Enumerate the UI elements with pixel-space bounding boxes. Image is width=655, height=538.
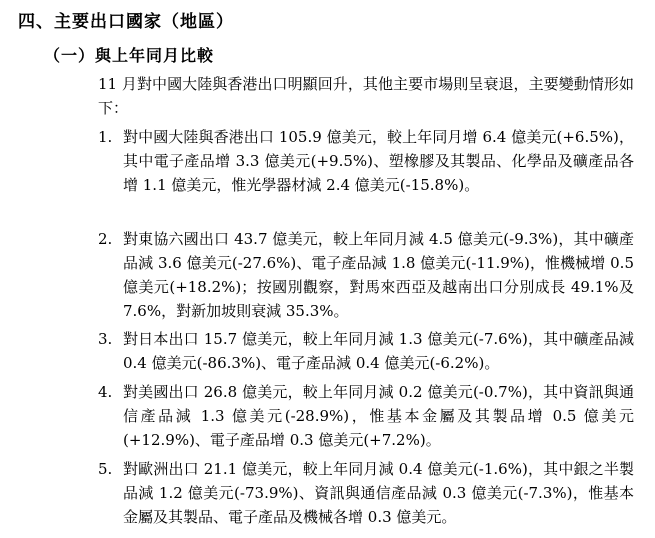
list-item-text: 對中國大陸與香港出口 105.9 億美元，較上年同月增 6.4 億美元(+6.5%)，其中電子產品增 3.3 億美元(+9.5%)、塑橡膠及其製品、化學品及礦產品各增 1.1 億美元，惟光學器材減 2.4 億美元(-15.8%)。 bbox=[123, 128, 634, 194]
list-item-1 bbox=[98, 125, 634, 197]
list-item-text: 對東協六國出口 43.7 億美元，較上年同月減 4.5 億美元(-9.3%)，其中礦產品減 3.6 億美元(-27.6%)、電子產品減 1.8 億美元(-11.9%)，惟機械增 0.5 億美元(+18.2%)；按國別觀察，對馬來西亞及越南出口分別成長 49.1%及 7.6%，對新加坡則衰減 35.3%。 bbox=[123, 230, 634, 320]
list-item-2 bbox=[98, 227, 634, 323]
intro-paragraph: 11 月對中國大陸與香港出口明顯回升，其他主要市場則呈衰退，主要變動情形如下： bbox=[98, 75, 634, 117]
list-item-number: 3. bbox=[98, 330, 113, 348]
list-item-5 bbox=[98, 457, 634, 529]
list-item-text: 對美國出口 26.8 億美元，較上年同月減 0.2 億美元(-0.7%)，其中資訊與通信產品減 1.3 億美元(-28.9%)，惟基本金屬及其製品增 0.5 億美元(+12.9%)、電子產品增 0.3 億美元(+7.2%)。 bbox=[123, 383, 634, 449]
list-item-number: 5. bbox=[98, 460, 113, 478]
list-item-4 bbox=[98, 380, 634, 452]
list-item-number: 2. bbox=[98, 230, 113, 248]
list-item-text: 對日本出口 15.7 億美元，較上年同月減 1.3 億美元(-7.6%)，其中礦產品減 0.4 億美元(-86.3%)、電子產品減 0.4 億美元(-6.2%)。 bbox=[123, 330, 634, 372]
list-item-text: 對歐洲出口 21.1 億美元，較上年同月減 0.4 億美元(-1.6%)，其中銀之半製品減 1.2 億美元(-73.9%)、資訊與通信產品減 0.3 億美元(-7.3%)，惟基本金屬及其製品、電子產品及機械各增 0.3 億美元。 bbox=[123, 460, 634, 526]
list-item-number: 4. bbox=[98, 383, 113, 401]
list-item-3 bbox=[98, 327, 634, 375]
list-item-number: 1. bbox=[98, 128, 113, 146]
section-heading: 四、主要出口國家（地區） bbox=[18, 12, 234, 32]
subsection-heading: （一）與上年同月比較 bbox=[44, 46, 215, 65]
